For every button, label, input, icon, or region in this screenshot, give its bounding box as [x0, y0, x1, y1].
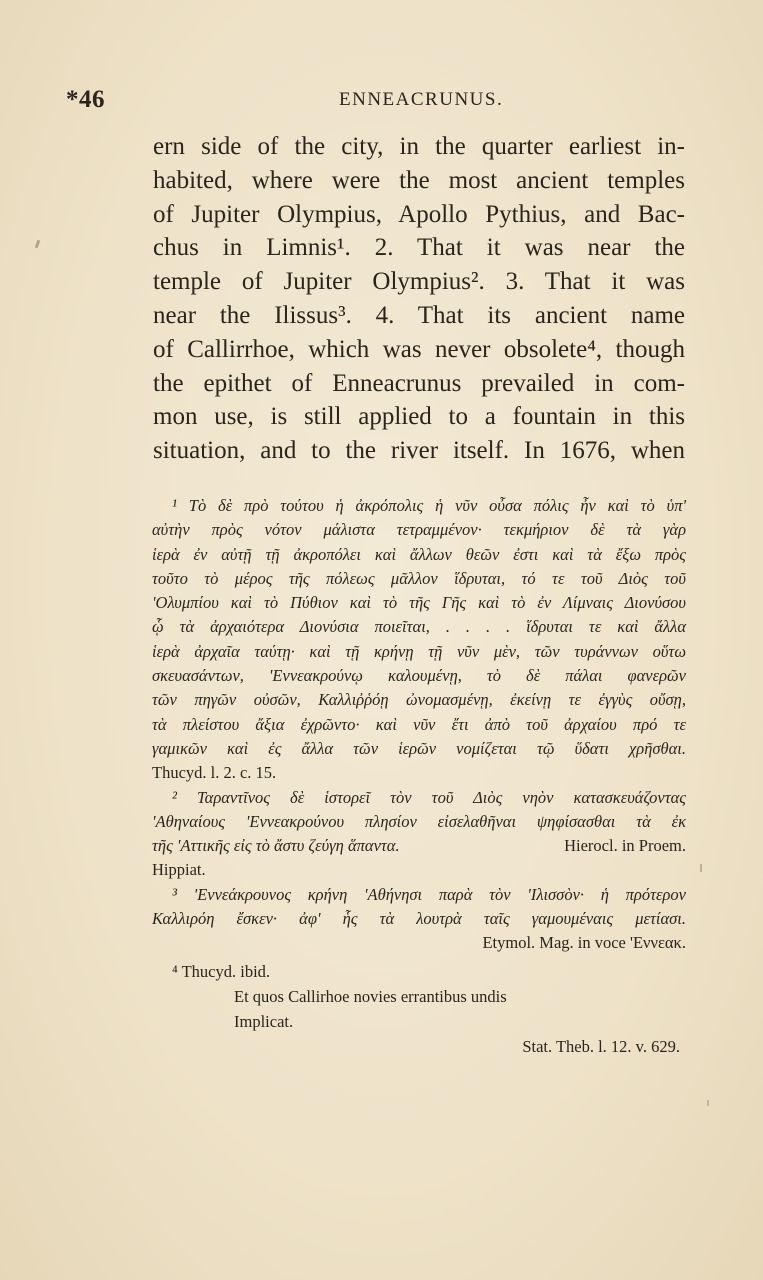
body-line: near the Ilissus³. 4. That its ancient name: [153, 301, 685, 329]
body-line: chus in Limnis¹. 2. That it was near the: [153, 234, 685, 262]
paper-blemish: [707, 1100, 709, 1106]
page-header: [0, 86, 763, 116]
paper-blemish: [35, 240, 41, 249]
paper-blemish: [700, 864, 702, 872]
page-number: *46: [66, 86, 105, 113]
footnote-2-citation: Hierocl. in Proem.: [564, 836, 686, 856]
footnote-1-line: ἱερὰ ἐν αὐτῇ τῇ ἀκροπόλει καὶ ἄλλων θεῶν ἐστι καὶ τὰ ἔξω πρὸς: [152, 544, 686, 564]
footnote-1-line: τοῦτο τὸ μέρος τῆς πόλεως μᾶλλον ἵδρυται, τό τε τοῦ Διὸς τοῦ: [152, 568, 686, 588]
verse-quote-line: Implicat.: [234, 1011, 294, 1031]
body-line: the epithet of Enneacrunus prevailed in com-: [153, 369, 685, 397]
footnote-1-line: ᾧ τὰ ἀρχαιότερα Διονύσια ποιεῖται, . . . . ἵδρυται τε καὶ ἄλλα: [152, 617, 686, 637]
footnote-3-line: Καλλιρόη ἔσκεν· ἀφ' ἧς τὰ λουτρὰ ταῖς γαμουμέναις μετίασι.: [152, 909, 686, 929]
body-text: [153, 130, 685, 468]
footnote-1-line: τὰ πλείστου ἄξια ἐχρῶντο· καὶ νῦν ἔτι ἀπὸ τοῦ ἀρχαίου πρό τε: [152, 714, 686, 734]
footnote-4-line: ⁴ Thucyd. ibid.: [172, 961, 271, 981]
footnote-1-line: 'Ολυμπίου καὶ τὸ Πύθιον καὶ τὸ τῆς Γῆς καὶ τὸ ἐν Λίμναις Διονύσου: [152, 593, 686, 613]
body-line: temple of Jupiter Olympius². 3. That it was: [153, 268, 685, 296]
verse-quote-citation: Stat. Theb. l. 12. v. 629.: [522, 1036, 680, 1056]
footnote-3-line: ³ 'Εννεάκρουνος κρήνη 'Αθήνησι παρὰ τὸν 'Ιλισσὸν· ἡ πρότερον: [172, 884, 686, 904]
body-line: habited, where were the most ancient temples: [153, 166, 685, 194]
footnotes: [152, 494, 686, 1059]
body-line: situation, and to the river itself. In 1676, when: [153, 437, 685, 465]
footnote-1-line: ¹ Τὸ δὲ πρὸ τούτου ἡ ἀκρόπολις ἡ νῦν οὖσα πόλις ἦν καὶ τὸ ὑπ': [172, 496, 686, 515]
footnote-2-line: [152, 834, 686, 858]
footnote-1-line: ἱερὰ ἀρχαῖα ταύτῃ· καὶ τῇ κρήνῃ τῇ νῦν μὲν, τῶν τυράννων οὕτω: [152, 641, 686, 661]
running-title: ENNEACRUNUS.: [339, 89, 504, 110]
footnote-1-line: αὐτὴν πρὸς νότον μάλιστα τετραμμένον· τεκμήριον δὲ τὰ γὰρ: [152, 520, 686, 540]
footnote-2-line: ² Ταραντῖνος δὲ ἱστορεῖ τὸν τοῦ Διὸς νηὸν κατασκευάζοντας: [172, 787, 686, 807]
body-line: ern side of the city, in the quarter earliest in-: [153, 133, 685, 160]
footnote-3-citation: Etymol. Mag. in voce 'Εννεακ.: [482, 933, 686, 953]
body-line: of Jupiter Olympius, Apollo Pythius, and Bac-: [153, 200, 685, 228]
footnote-1-line: γαμικῶν καὶ ἐς ἄλλα τῶν ἱερῶν νομίζεται τῷ ὕδατι χρῆσθαι.: [152, 738, 686, 758]
footnote-2-citation-cont: Hippiat.: [152, 860, 206, 880]
footnote-2-text: τῆς 'Αττικῆς εἰς τὸ ἄστυ ζεύγη ἅπαντα.: [152, 836, 400, 856]
footnote-2-line: 'Αθηναίους 'Εννεακρούνου πλησίον εἰσελαθῆναι ψηφίσασθαι τὰ ἐκ: [152, 811, 686, 831]
footnote-1-citation: Thucyd. l. 2. c. 15.: [152, 763, 277, 783]
footnote-1-line: σκευασάντων, 'Εννεακρούνῳ καλουμένῃ, τὸ δὲ πάλαι φανερῶν: [152, 666, 686, 686]
body-line: mon use, is still applied to a fountain in this: [153, 403, 685, 431]
body-line: of Callirrhoe, which was never obsolete⁴, though: [153, 335, 685, 363]
footnote-1-line: τῶν πηγῶν οὐσῶν, Καλλιῤῥόῃ ὠνομασμένῃ, ἐκείνῃ τε ἐγγὺς οὔσῃ,: [152, 690, 686, 710]
verse-quote-line: Et quos Callirhoe novies errantibus undis: [234, 986, 507, 1006]
